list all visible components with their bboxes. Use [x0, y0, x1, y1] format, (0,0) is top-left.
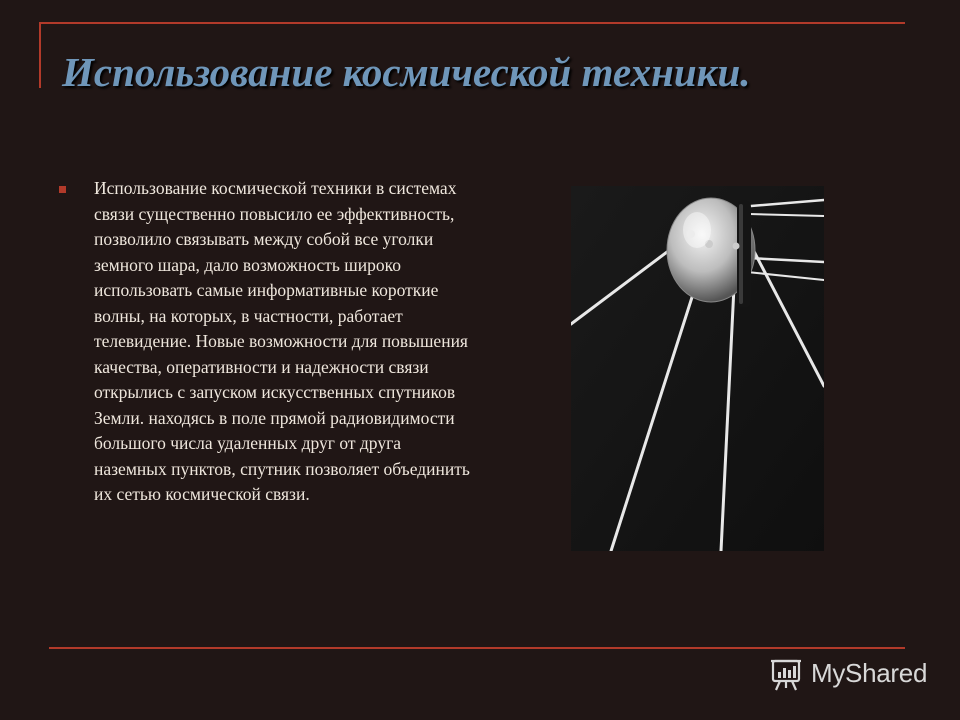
presentation-board-icon [767, 657, 805, 693]
slide-body-text: Использование космической техники в системах связи существенно повысило ее эффективность, позволило связывать между собой все уголки земного шара, дало возможность широко использовать самые информативные короткие волны, на которых, в частности, работает телевидение. Новые возможности для повышения качества, оперативности и надежности связи открылись с запуском искусственных спутников Земли. находясь в поле прямой радиовидимости большого числа удаленных друг от друга наземных пунктов, спутник позволяет объединить их сетью космической связи. [94, 178, 470, 504]
satellite-photo [571, 186, 824, 551]
left-divider [39, 22, 41, 88]
slide-title: Использование космической техники. [62, 49, 751, 95]
watermark [767, 655, 947, 695]
top-divider [39, 22, 905, 24]
watermark-text: MyShared [811, 658, 928, 688]
bottom-divider [49, 647, 905, 649]
satellite-image [571, 186, 824, 551]
bullet-marker [59, 186, 66, 193]
